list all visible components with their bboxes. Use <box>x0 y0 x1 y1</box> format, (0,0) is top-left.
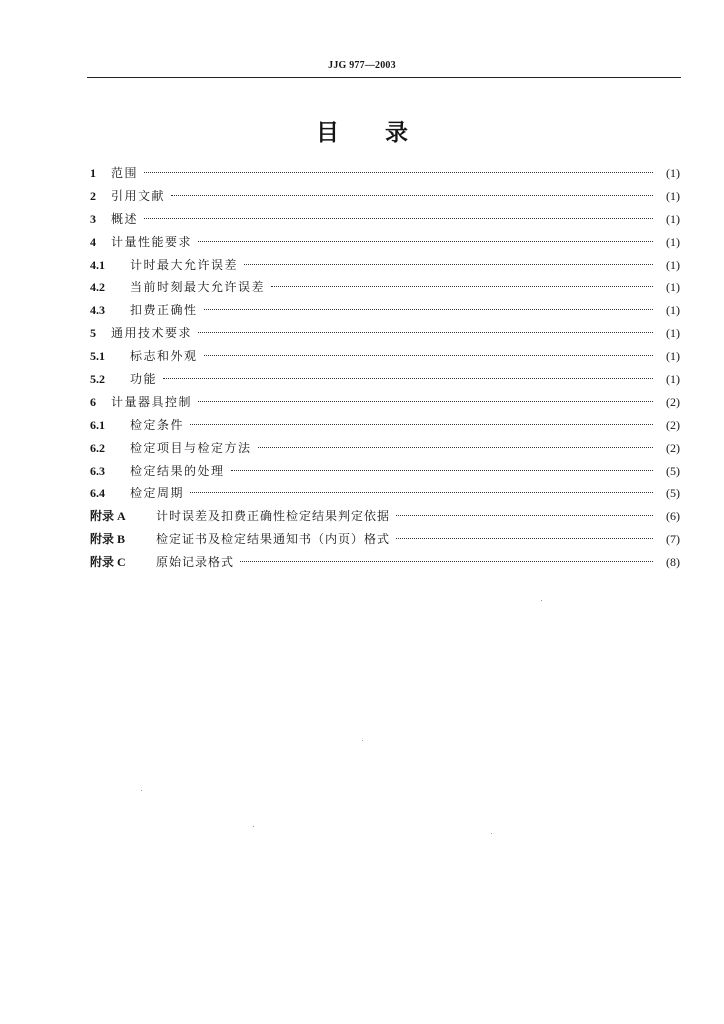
toc-entry-page: (1) <box>666 280 680 295</box>
toc-entry[interactable] <box>90 482 680 505</box>
toc-dot-leader <box>204 355 653 356</box>
toc-entry-page: (5) <box>666 486 680 501</box>
toc-entry-page: (8) <box>666 555 680 570</box>
toc-dot-leader <box>204 309 653 310</box>
header-rule <box>87 77 681 78</box>
toc-entry[interactable] <box>90 185 680 208</box>
toc-entry-page: (1) <box>666 166 680 180</box>
toc-entry-label: 标志和外观 <box>130 349 198 364</box>
toc-entry-label: 计量器具控制 <box>111 394 193 409</box>
toc-entry-label: 功能 <box>130 372 158 387</box>
scan-speck <box>253 826 254 827</box>
toc-dot-leader <box>240 561 653 562</box>
toc-entry-page: (1) <box>666 211 680 226</box>
toc-entry-number: 6.4 <box>90 486 105 501</box>
toc-entry-number: 2 <box>90 188 96 203</box>
toc-entry[interactable] <box>90 322 680 345</box>
toc-entry-label: 检定项目与检定方法 <box>130 440 252 455</box>
toc-entry-page: (2) <box>666 394 680 409</box>
toc-entry-page: (1) <box>666 349 680 364</box>
toc-entry-page: (7) <box>666 532 680 547</box>
toc-entry-number: 6.1 <box>90 417 105 432</box>
toc-entry-page: (5) <box>666 463 680 478</box>
toc-entry-label: 通用技术要求 <box>111 326 193 341</box>
toc-dot-leader <box>198 241 653 242</box>
toc-entry-number: 附录 B <box>90 532 126 547</box>
toc-entry[interactable] <box>90 528 680 551</box>
toc-entry-number: 4.1 <box>90 257 105 272</box>
toc-entry[interactable] <box>90 299 680 322</box>
toc-dot-leader <box>244 264 653 265</box>
toc-entry-number: 4 <box>90 234 96 249</box>
toc-entry-page: (6) <box>666 509 680 524</box>
toc-dot-leader <box>258 447 653 448</box>
toc-entry[interactable] <box>90 162 680 185</box>
toc-entry-label: 范围 <box>111 166 139 180</box>
toc-entry-page: (1) <box>666 188 680 203</box>
toc-entry[interactable] <box>90 437 680 460</box>
toc-entry-label: 计时最大允许误差 <box>130 257 239 272</box>
scan-speck <box>362 740 363 741</box>
toc-dot-leader <box>396 538 653 539</box>
scan-speck <box>141 790 142 791</box>
toc-entry-number: 3 <box>90 211 96 226</box>
toc-dot-leader <box>271 286 653 287</box>
toc-entry-number: 6.2 <box>90 440 105 455</box>
toc-title: 目录 <box>316 120 454 146</box>
scan-speck <box>541 600 542 601</box>
toc-entry-page: (2) <box>666 440 680 455</box>
toc-dot-leader <box>231 470 653 471</box>
toc-entry-number: 5.1 <box>90 349 105 364</box>
toc-entry[interactable] <box>90 460 680 483</box>
scan-speck <box>491 833 492 834</box>
toc-entry-page: (1) <box>666 303 680 318</box>
toc-entry-page: (1) <box>666 326 680 341</box>
toc-entry-number: 6.3 <box>90 463 105 478</box>
toc-entry-label: 检定结果的处理 <box>130 463 225 478</box>
toc-entry-label: 计量性能要求 <box>111 234 193 249</box>
toc-entry-page: (1) <box>666 234 680 249</box>
toc-entry-number: 6 <box>90 394 96 409</box>
toc-entry[interactable] <box>90 345 680 368</box>
toc-entry[interactable] <box>90 208 680 231</box>
toc-entry-number: 5 <box>90 326 96 341</box>
toc-entry[interactable] <box>90 231 680 254</box>
toc-entry-label: 引用文献 <box>111 188 166 203</box>
toc-entry-page: (2) <box>666 417 680 432</box>
toc-dot-leader <box>190 492 653 493</box>
document-code-header: JJG 977—2003 <box>328 60 396 71</box>
toc-entry[interactable] <box>90 276 680 299</box>
toc-dot-leader <box>198 401 653 402</box>
toc-dot-leader <box>198 332 653 333</box>
toc-entry-number: 附录 C <box>90 555 126 570</box>
toc-dot-leader <box>396 515 653 516</box>
toc-entry-page: (1) <box>666 372 680 387</box>
toc-entry-number: 5.2 <box>90 372 105 387</box>
toc-entry[interactable] <box>90 391 680 414</box>
toc-entry-page: (1) <box>666 257 680 272</box>
table-of-contents <box>90 162 680 574</box>
toc-entry-label: 当前时刻最大允许误差 <box>130 280 266 295</box>
toc-dot-leader <box>171 195 653 196</box>
toc-entry-label: 原始记录格式 <box>156 555 235 570</box>
toc-dot-leader <box>144 172 653 173</box>
toc-entry-number: 4.3 <box>90 303 105 318</box>
toc-dot-leader <box>163 378 653 379</box>
toc-entry-label: 概述 <box>111 211 139 226</box>
toc-entry-label: 检定周期 <box>130 486 185 501</box>
toc-entry-number: 4.2 <box>90 280 105 295</box>
toc-entry[interactable] <box>90 368 680 391</box>
toc-entry-label: 检定证书及检定结果通知书（内页）格式 <box>156 532 391 547</box>
toc-entry-label: 计时误差及扣费正确性检定结果判定依据 <box>156 509 391 524</box>
toc-dot-leader <box>144 218 653 219</box>
toc-entry-label: 检定条件 <box>130 417 185 432</box>
toc-entry[interactable] <box>90 551 680 574</box>
toc-entry[interactable] <box>90 505 680 528</box>
toc-entry[interactable] <box>90 414 680 437</box>
toc-entry-label: 扣费正确性 <box>130 303 198 318</box>
toc-entry-number: 附录 A <box>90 509 126 524</box>
toc-entry[interactable] <box>90 254 680 277</box>
toc-dot-leader <box>190 424 653 425</box>
toc-entry-number: 1 <box>90 166 96 180</box>
